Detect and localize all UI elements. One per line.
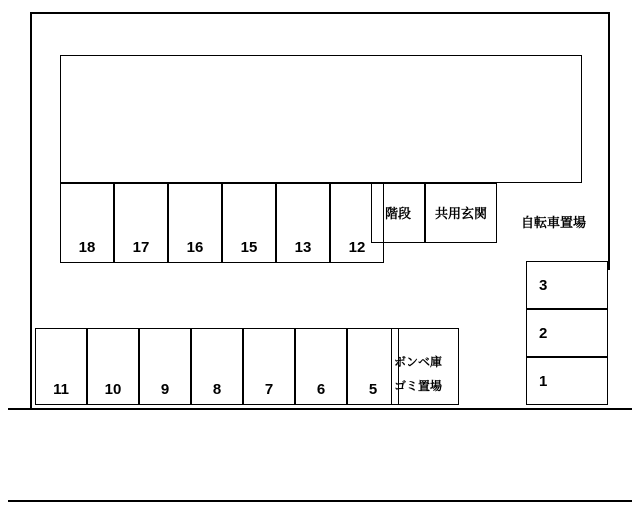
street-edge-lower [8, 500, 632, 502]
parking-stall-label: 8 [212, 381, 222, 398]
parking-stall-label: 18 [78, 239, 96, 256]
parking-stall-9[interactable] [139, 328, 191, 405]
parking-stall-label: 1 [539, 372, 548, 390]
parking-stall-6[interactable] [295, 328, 347, 405]
parking-stall-15[interactable] [222, 183, 276, 263]
parking-stall-8[interactable] [191, 328, 243, 405]
parking-stall-17[interactable] [114, 183, 168, 263]
parking-stall-label: 11 [53, 381, 69, 398]
parking-stall-label: 10 [104, 381, 122, 398]
parking-stall-18[interactable] [60, 183, 114, 263]
parking-stall-label: 13 [294, 239, 312, 256]
bicycle-parking-label: 自転車置場 [521, 215, 587, 230]
trash-area-label: ゴミ置場 [394, 379, 443, 393]
parking-stall-7[interactable] [243, 328, 295, 405]
site-boundary-left [30, 12, 32, 410]
parking-stall-label: 3 [539, 276, 548, 294]
stairs-room[interactable] [371, 183, 425, 243]
parking-stall-label: 9 [160, 381, 170, 398]
parking-stall-label: 15 [240, 239, 258, 256]
parking-stall-label: 5 [368, 381, 378, 398]
parking-stall-1[interactable] [526, 357, 608, 405]
building-block [60, 55, 582, 183]
parking-stall-label: 17 [132, 239, 150, 256]
parking-stall-label: 16 [186, 239, 204, 256]
parking-stall-11[interactable] [35, 328, 87, 405]
parking-stall-2[interactable] [526, 309, 608, 357]
common-entrance-label: 共用玄関 [434, 205, 487, 221]
site-boundary-top [30, 12, 610, 14]
parking-stall-label: 6 [316, 381, 326, 398]
parking-stall-10[interactable] [87, 328, 139, 405]
parking-stall-16[interactable] [168, 183, 222, 263]
site-boundary-right [608, 12, 610, 270]
gas-storage-label: ボンベ庫 [394, 355, 443, 369]
parking-stall-13[interactable] [276, 183, 330, 263]
parking-stall-3[interactable] [526, 261, 608, 309]
parking-stall-label: 7 [264, 381, 274, 398]
parking-stall-label: 2 [539, 324, 548, 342]
parking-stall-label: 12 [348, 239, 366, 256]
common-entrance-room[interactable] [425, 183, 497, 243]
stairs-label: 階段 [384, 205, 411, 221]
street-edge-upper [8, 408, 632, 410]
